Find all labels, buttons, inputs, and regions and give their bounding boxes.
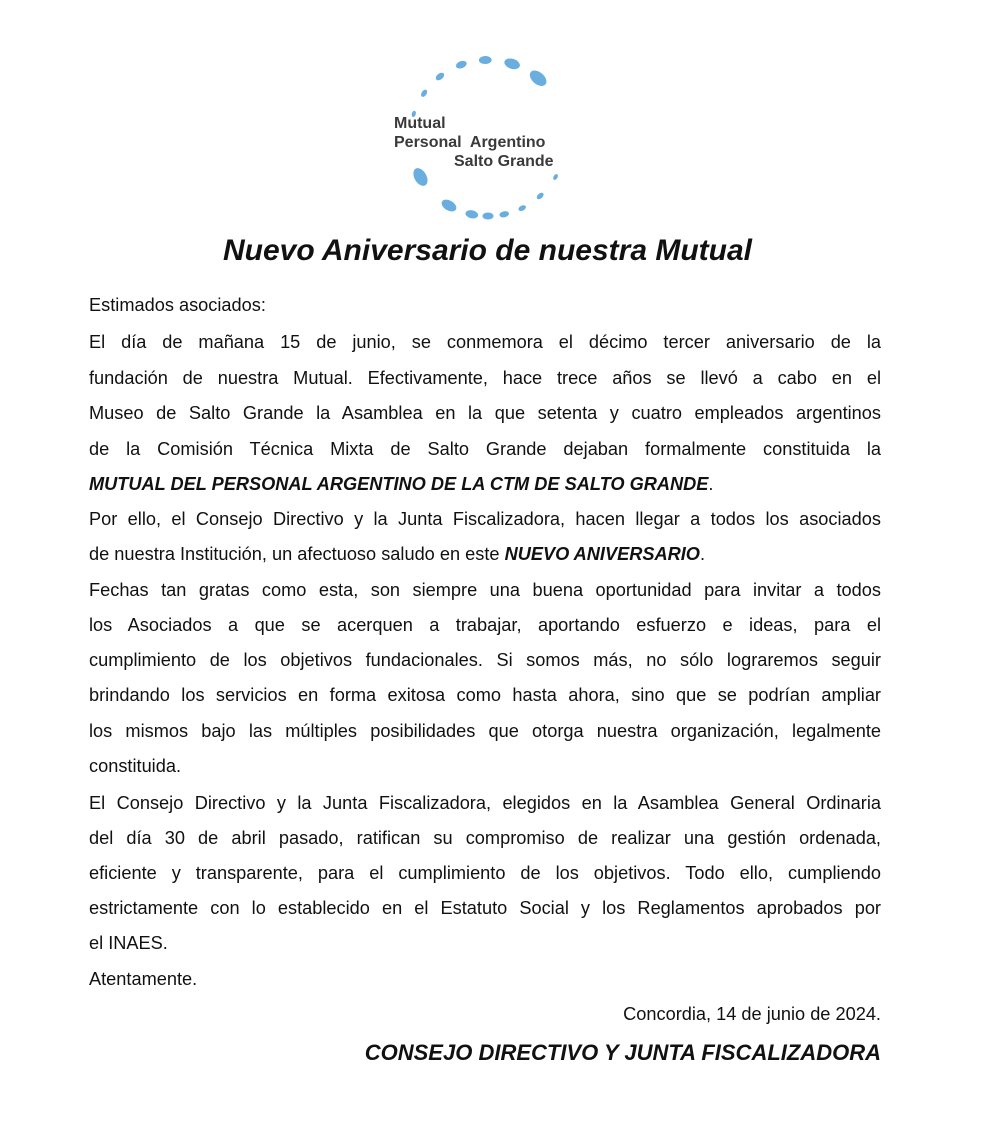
logo-text-2: Personal Argentino bbox=[394, 134, 546, 151]
period: . bbox=[708, 474, 714, 494]
drop-mark bbox=[503, 57, 521, 71]
drop-mark bbox=[440, 197, 459, 214]
body-line bbox=[89, 543, 881, 565]
signature: CONSEJO DIRECTIVO Y JUNTA FISCALIZADORA bbox=[364, 1040, 881, 1065]
logo-text-3: Salto Grande bbox=[454, 153, 554, 170]
body-line: brindando los servicios en forma exitosa como hasta ahora, sino que se podrían ampliar bbox=[89, 685, 881, 705]
body-line: Museo de Salto Grande la Asamblea en la que setenta y cuatro empleados argentinos bbox=[89, 403, 881, 423]
body-line: los Asociados a que se acerquen a trabajar, aportando esfuerzo e ideas, para el bbox=[89, 615, 881, 635]
body-line: El día de mañana 15 de junio, se conmemora el décimo tercer aniversario de la bbox=[89, 332, 881, 352]
date-line: Concordia, 14 de junio de 2024. bbox=[623, 1004, 881, 1024]
drop-mark bbox=[518, 204, 527, 212]
drop-mark bbox=[482, 213, 493, 220]
period: . bbox=[699, 544, 705, 564]
drop-mark bbox=[420, 89, 429, 98]
drop-mark bbox=[455, 59, 468, 69]
drop-mark bbox=[410, 166, 430, 189]
closing: Atentamente. bbox=[89, 969, 198, 989]
body-line: el INAES. bbox=[89, 933, 168, 953]
body-line: Por ello, el Consejo Directivo y la Junta Fiscalizadora, hacen llegar a todos los asociados bbox=[89, 509, 881, 529]
greeting: Estimados asociados: bbox=[89, 295, 266, 315]
mutual-logo bbox=[380, 50, 600, 230]
document-title: Nuevo Aniversario de nuestra Mutual bbox=[222, 234, 752, 267]
logo-text-1: Mutual bbox=[394, 115, 446, 132]
body-line: Fechas tan gratas como esta, son siempre una buena oportunidad para invitar a todos bbox=[89, 580, 881, 600]
drop-mark bbox=[499, 210, 510, 218]
body-line: de la Comisión Técnica Mixta de Salto Grande dejaban formalmente constituida la bbox=[89, 439, 881, 459]
drop-mark bbox=[434, 71, 445, 82]
body-line: los mismos bajo las múltiples posibilidades que otorga nuestra organización, legalmente bbox=[89, 721, 881, 741]
drop-mark bbox=[479, 56, 492, 64]
body-line bbox=[89, 473, 881, 495]
body-line: del día 30 de abril pasado, ratifican su compromiso de realizar una gestión ordenada, bbox=[89, 828, 881, 848]
text: de nuestra Institución, un afectuoso saludo en este bbox=[89, 544, 505, 564]
body-line: estrictamente con lo establecido en el Estatuto Social y los Reglamentos aprobados por bbox=[89, 898, 881, 918]
drop-mark bbox=[527, 67, 549, 89]
drop-mark bbox=[552, 173, 559, 181]
body-line: eficiente y transparente, para el cumplimiento de los objetivos. Todo ello, cumpliendo bbox=[89, 863, 881, 883]
anniversary-emphasis: NUEVO ANIVERSARIO bbox=[504, 544, 700, 564]
body-line: fundación de nuestra Mutual. Efectivamente, hace trece años se llevó a cabo en el bbox=[89, 368, 881, 388]
drop-mark bbox=[536, 191, 545, 200]
body-line: El Consejo Directivo y la Junta Fiscalizadora, elegidos en la Asamblea General Ordinaria bbox=[89, 793, 881, 813]
drop-mark bbox=[465, 209, 479, 219]
mutual-name: MUTUAL DEL PERSONAL ARGENTINO DE LA CTM DE SALTO GRANDE bbox=[89, 474, 709, 494]
body-line: cumplimiento de los objetivos fundacionales. Si somos más, no sólo lograremos seguir bbox=[89, 650, 881, 670]
body-line: constituida. bbox=[89, 756, 182, 776]
